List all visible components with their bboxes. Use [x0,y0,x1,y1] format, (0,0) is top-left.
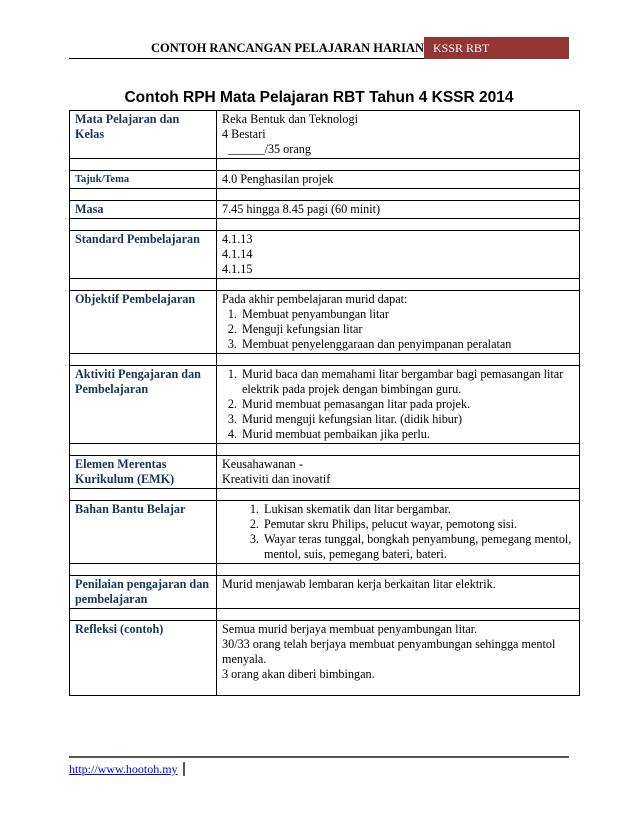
label-mata-pelajaran: Mata Pelajaran dan Kelas [70,111,217,159]
spacer-row [70,489,580,501]
page-header [69,37,569,59]
list-item: 1. Lukisan skematik dan litar bergambar. [262,502,574,517]
value-line: 4.1.15 [222,262,253,276]
header-badge: KSSR RBT [424,37,569,59]
spacer-row [70,219,580,231]
value-line: Reka Bentuk dan Teknologi [222,112,359,126]
row-tajuk [70,171,580,189]
value-standard [217,231,580,279]
label-bahan: Bahan Bantu Belajar [70,501,217,564]
value-emk [217,456,580,489]
objektif-intro: Pada akhir pembelajaran murid dapat: [222,292,408,306]
row-penilaian [70,576,580,609]
spacer-row [70,564,580,576]
label-aktiviti: Aktiviti Pengajaran dan Pembelajaran [70,366,217,444]
row-emk [70,456,580,489]
bahan-list [222,502,574,562]
label-emk: Elemen Merentas Kurikulum (EMK) [70,456,217,489]
aktiviti-list [222,367,574,442]
list-item: 3. Wayar teras tunggal, bongkah penyambung, pemegang mentol, mentol, suis, pemegang bateri, bateri. [262,532,574,562]
row-refleksi [70,621,580,696]
value-line: Kreativiti dan inovatif [222,472,331,486]
value-line: 4.1.13 [222,232,253,246]
value-penilaian: Murid menjawab lembaran kerja berkaitan litar elektrik. [217,576,580,609]
header-title: CONTOH RANCANGAN PELAJARAN HARIAN [69,37,424,59]
value-line: 4 Bestari [222,127,266,141]
row-masa [70,201,580,219]
label-tajuk: Tajuk/Tema [70,171,217,189]
document-title: Contoh RPH Mata Pelajaran RBT Tahun 4 KSSR 2014 [124,89,514,106]
list-item: 4. Murid membuat pembaikan jika perlu. [240,427,574,442]
value-masa: 7.45 hingga 8.45 pagi (60 minit) [217,201,580,219]
value-bahan [217,501,580,564]
list-item: 2. Pemutar skru Philips, pelucut wayar, pemotong sisi. [262,517,574,532]
value-tajuk: 4.0 Penghasilan projek [217,171,580,189]
footer-divider [69,756,569,758]
value-line: 3 orang akan diberi bimbingan. [222,667,375,681]
value-line: ______/35 orang [228,142,311,156]
label-objektif: Objektif Pembelajaran [70,291,217,354]
label-standard: Standard Pembelajaran [70,231,217,279]
row-aktiviti [70,366,580,444]
value-mata-pelajaran [217,111,580,159]
value-line: Semua murid berjaya membuat penyambungan litar. [222,622,478,636]
value-line: 4.1.14 [222,247,253,261]
row-bahan [70,501,580,564]
label-refleksi: Refleksi (contoh) [70,621,217,696]
value-aktiviti [217,366,580,444]
row-mata-pelajaran [70,111,580,159]
value-objektif [217,291,580,354]
row-objektif [70,291,580,354]
spacer-row [70,444,580,456]
value-line: 30/33 orang telah berjaya membuat penyambungan sehingga mentol menyala. [222,637,556,666]
list-item: 3. Membuat penyelenggaraan dan penyimpanan peralatan [240,337,574,352]
list-item: 2. Menguji kefungsian litar [240,322,574,337]
list-item: 1. Murid baca dan memahami litar bergambar bagi pemasangan litar elektrik pada projek dengan bimbingan guru. [240,367,574,397]
rph-table [69,110,580,696]
spacer-row [70,159,580,171]
list-item: 2. Murid membuat pemasangan litar pada projek. [240,397,574,412]
list-item: 3. Murid menguji kefungsian litar. (didik hibur) [240,412,574,427]
list-item: 1. Membuat penyambungan litar [240,307,574,322]
label-penilaian: Penilaian pengajaran dan pembelajaran [70,576,217,609]
spacer-row [70,189,580,201]
footer-link[interactable]: http://www.hootoh.my [69,762,185,776]
spacer-row [70,279,580,291]
row-standard [70,231,580,279]
spacer-row [70,354,580,366]
objektif-list [222,307,574,352]
value-line: Keusahawanan - [222,457,303,471]
spacer-row [70,609,580,621]
label-masa: Masa [70,201,217,219]
value-refleksi [217,621,580,696]
